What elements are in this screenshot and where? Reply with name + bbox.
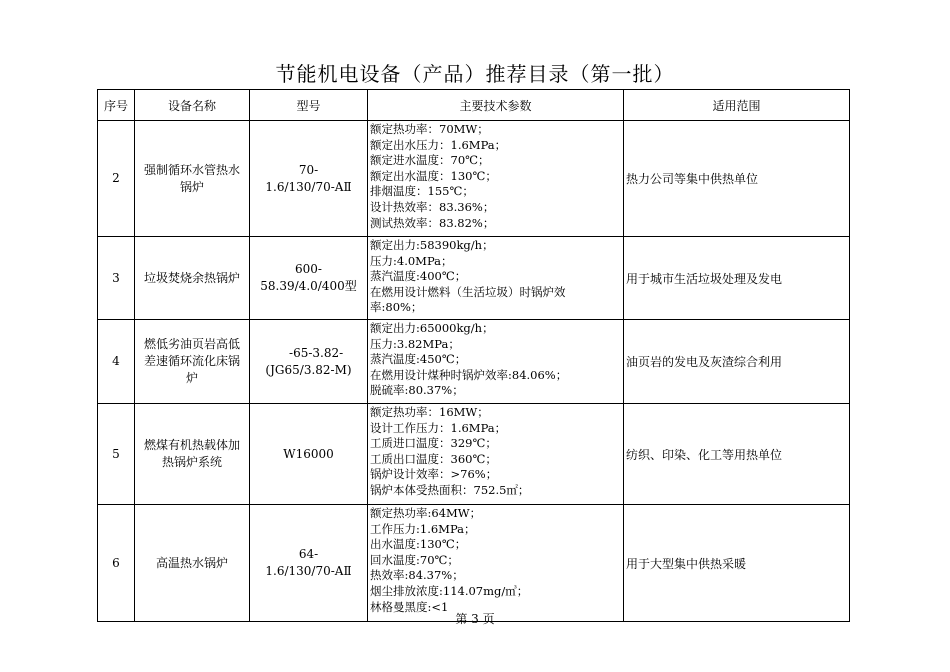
param-line: 蒸汽温度:400℃； — [370, 269, 467, 284]
table-row — [98, 320, 850, 404]
row-application: 用于大型集中供热采暖 — [624, 505, 850, 622]
row-serial-no: 6 — [98, 505, 135, 622]
row-serial-no: 2 — [98, 121, 135, 237]
param-line: 热效率:84.37%； — [370, 568, 464, 583]
row-serial-no: 3 — [98, 237, 135, 320]
model-line: W16000 — [283, 446, 334, 461]
param-line: 脱硫率:80.37%； — [370, 383, 464, 398]
param-line: 林格曼黑度:<1 — [370, 599, 449, 614]
param-line: 设计热效率：83.36%； — [370, 199, 495, 214]
row-serial-no: 5 — [98, 404, 135, 505]
param-line: 额定热功率:64MW； — [370, 506, 482, 520]
name-line: 差速循环流化床锅 — [143, 354, 240, 368]
name-line: 燃煤有机热载体加 — [143, 438, 240, 452]
param-line: 额定热功率：16MW； — [370, 405, 489, 419]
row-params — [368, 320, 624, 404]
row-application: 油页岩的发电及灰渣综合利用 — [624, 320, 850, 404]
name-line: 强制循环水管热水 — [143, 162, 240, 177]
model-line: (JG65/3.82-M) — [265, 362, 352, 377]
row-equipment-name — [135, 505, 250, 622]
param-line: 在燃用设计煤种时锅炉效率:84.06%； — [370, 367, 568, 382]
model-line: 1.6/130/70-AⅡ — [265, 179, 352, 194]
table-row — [98, 237, 850, 320]
name-line: 热锅炉系统 — [161, 455, 222, 469]
model-line: -65-3.82- — [273, 345, 344, 360]
row-application: 用于城市生活垃圾处理及发电 — [624, 237, 850, 320]
page-number: 第 3 页 — [455, 612, 495, 626]
param-line: 额定出力:65000kg/h； — [370, 321, 494, 335]
name-line: 锅炉 — [179, 179, 204, 194]
table-row — [98, 404, 850, 505]
row-params — [368, 505, 624, 622]
param-line: 锅炉本体受热面积：752.5㎡； — [370, 482, 530, 497]
param-line: 额定进水温度：70℃； — [370, 153, 490, 168]
model-line: 70- — [298, 162, 319, 177]
param-line: 工质出口温度：360℃； — [370, 451, 497, 466]
model-line: 1.6/130/70-AⅡ — [265, 564, 352, 578]
row-model — [250, 404, 368, 505]
param-line: 额定出水压力：1.6MPa； — [370, 137, 507, 152]
param-line: 烟尘排放浓度:114.07mg/㎥； — [370, 583, 529, 598]
header-equipment-name: 设备名称 — [135, 90, 250, 121]
row-application: 热力公司等集中供热单位 — [624, 121, 850, 237]
param-line: 压力:3.82MPa； — [370, 336, 460, 351]
param-line: 工作压力:1.6MPa； — [370, 521, 476, 536]
header-application-scope: 适用范围 — [624, 90, 850, 121]
row-equipment-name — [135, 320, 250, 404]
table-row — [98, 505, 850, 622]
param-line: 锅炉设计效率：>76%； — [370, 467, 498, 482]
table-header-row — [98, 90, 850, 121]
row-equipment-name — [135, 237, 250, 320]
header-technical-params: 主要技术参数 — [368, 90, 624, 121]
row-params — [368, 121, 624, 237]
row-serial-no: 4 — [98, 320, 135, 404]
param-line: 压力:4.0MPa； — [370, 253, 453, 268]
table-row — [98, 121, 850, 237]
row-params — [368, 237, 624, 320]
model-line: 64- — [298, 547, 319, 561]
row-model — [250, 121, 368, 237]
name-line: 高温热水锅炉 — [155, 555, 228, 570]
page-title: 节能机电设备（产品）推荐目录（第一批） — [275, 62, 675, 86]
row-model — [250, 505, 368, 622]
param-line: 蒸汽温度:450℃； — [370, 352, 467, 367]
name-line: 垃圾焚烧余热锅炉 — [143, 270, 240, 285]
name-line: 炉 — [185, 371, 198, 385]
param-line: 在燃用设计燃料（生活垃圾）时锅炉效 — [370, 284, 566, 299]
equipment-table — [97, 89, 850, 622]
param-line: 率:80%； — [370, 300, 423, 315]
row-application: 纺织、印染、化工等用热单位 — [624, 404, 850, 505]
param-line: 设计工作压力：1.6MPa； — [370, 420, 507, 435]
row-equipment-name — [135, 121, 250, 237]
param-line: 额定出力:58390kg/h； — [370, 238, 494, 252]
param-line: 排烟温度：155℃； — [370, 184, 474, 199]
param-line: 额定热功率：70MW； — [370, 122, 489, 136]
param-line: 额定出水温度：130℃； — [370, 168, 497, 183]
row-model — [250, 320, 368, 404]
name-line: 燃低劣油页岩高低 — [143, 337, 240, 351]
header-serial-no: 序号 — [98, 90, 135, 121]
model-line: 58.39/4.0/400型 — [260, 279, 357, 293]
param-line: 测试热效率：83.82%； — [370, 215, 495, 230]
header-model: 型号 — [250, 90, 368, 121]
param-line: 工质进口温度：329℃； — [370, 436, 497, 451]
row-model — [250, 237, 368, 320]
param-line: 回水温度:70℃； — [370, 552, 459, 567]
row-params — [368, 404, 624, 505]
model-line: 600- — [295, 262, 322, 276]
param-line: 出水温度:130℃； — [370, 537, 467, 552]
row-equipment-name — [135, 404, 250, 505]
